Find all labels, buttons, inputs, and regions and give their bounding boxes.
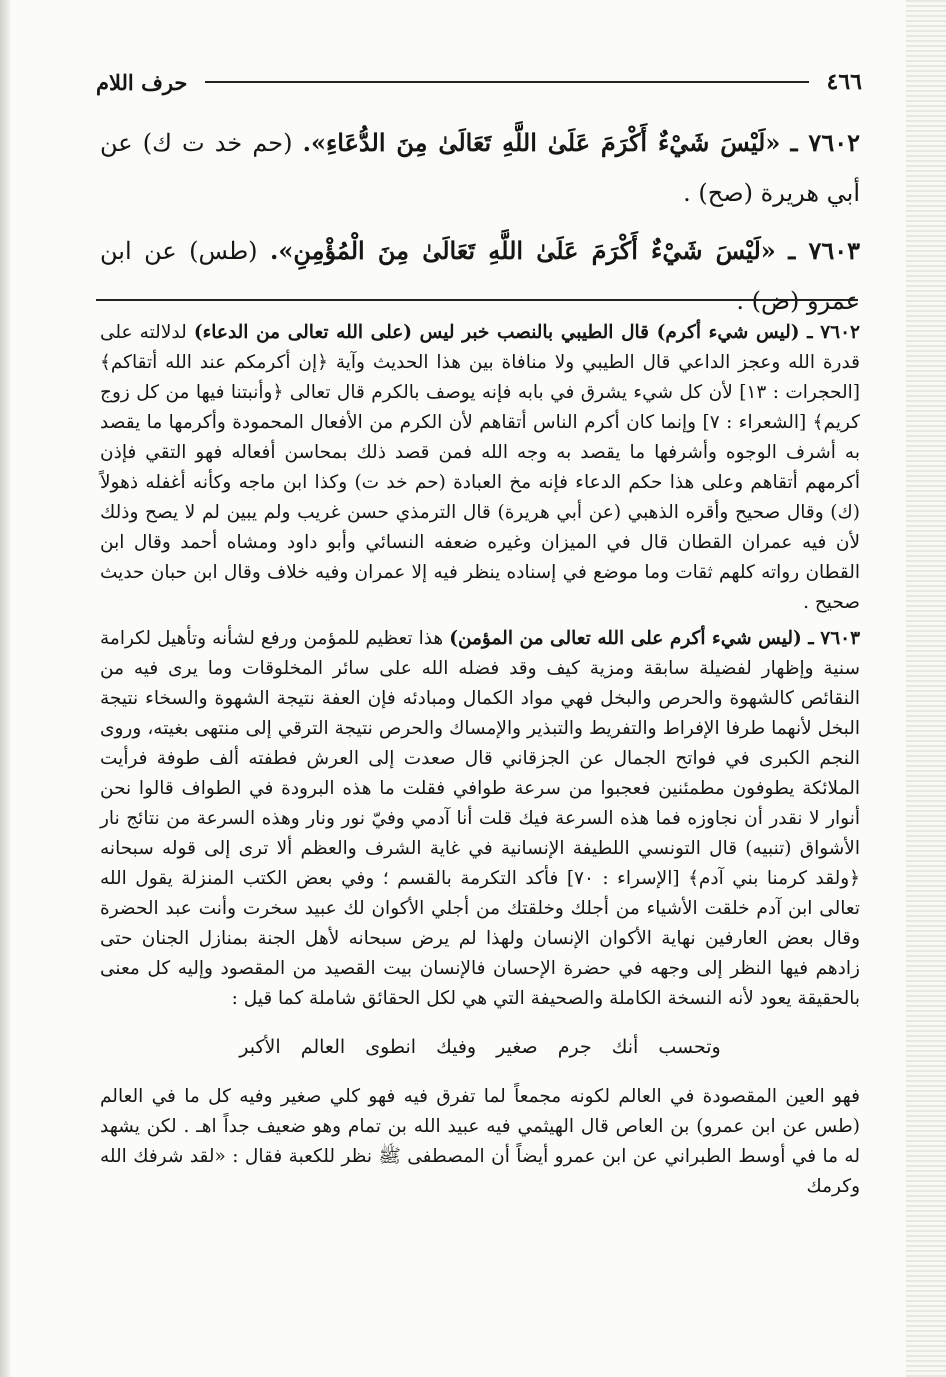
- commentary-section: [100, 318, 860, 1208]
- hadith-text: «لَيْسَ شَيْءٌ أَكْرَمَ عَلَىٰ اللَّهِ تَعَالَىٰ مِنَ الْمُؤْمِنِ».: [269, 236, 776, 265]
- hadith-source: (طس) عن ابن عمرو (ض) .: [100, 237, 860, 315]
- poetry-verse: وتحسب أنك جرم صغير وفيك انطوى العالم الأكبر: [239, 1036, 721, 1058]
- hadith-source: (حم خد ت ك) عن أبي هريرة (صح) .: [100, 129, 860, 207]
- hadith-section: [100, 118, 860, 334]
- commentary-paragraph: [100, 318, 860, 618]
- hadith-entry: [100, 226, 860, 326]
- page-edge-shadow: [0, 0, 10, 1377]
- header-rule: [205, 81, 808, 83]
- page-header: [96, 64, 862, 100]
- page-number: ٤٦٦: [826, 69, 862, 95]
- commentary-lead: ٧٦٠٣ ـ (ليس شيء أكرم على الله تعالى من المؤمن): [449, 628, 861, 649]
- commentary-lead: ٧٦٠٢ ـ (ليس شيء أكرم) قال الطيبي بالنصب خبر ليس (على الله تعالى من الدعاء): [193, 322, 860, 343]
- commentary-paragraph: [100, 624, 860, 1014]
- section-divider: [96, 299, 858, 301]
- page-edge-noise: [906, 0, 946, 1377]
- hadith-entry: [100, 118, 860, 218]
- commentary-body: فهو العين المقصودة في العالم لكونه مجمعاً لما تفرق فيه فهو كلي صغير وفيه كل ما في العالم (طس عن ابن عمرو) بن العاص قال الهيثمي فيه عبيد الله بن تمام وهو ضعيف جداً اهـ . لكن يشهد له ما في أوسط الطبراني عن ابن عمرو أيضاً أن المصطفى ﷺ نظر للكعبة فقال : «لقد شرفك الله وكرمك: [100, 1086, 860, 1197]
- hadith-text: «لَيْسَ شَيْءٌ أَكْرَمَ عَلَىٰ اللَّهِ تَعَالَىٰ مِنَ الدُّعَاءِ».: [302, 128, 781, 157]
- chapter-title: حرف اللام: [96, 69, 188, 95]
- commentary-body: لدلالته على قدرة الله وعجز الداعي قال الطيبي ولا منافاة بين هذا الحديث وآية ﴿إن أكرمكم عند الله أتقاكم﴾ [الحجرات : ١٣] لأن كل شيء يشرق في بابه فإنه يوصف بالكرم قال تعالى ﴿وأنبتنا فيها من كل زوج كريم﴾ [الشعراء : ٧] وإنما كان أكرم الناس أتقاهم لأن الكرم من الأفعال المحمودة وأكرمها ما يقصد به أشرف الوجوه وأشرفها ما يقصد به وجه الله فمن قصد ذلك بمحاسن أفعاله فهو التقي فإذن أكرمهم أتقاهم وعلى هذا حكم الدعاء فإنه مخ العبادة (حم خد ت) وكذا ابن ماجه وكأنه أغفله ذهولاً (ك) وقال صحيح وأقره الذهبي (عن أبي هريرة) قال الترمذي حسن غريب ولم يبين لم لا يصح وذلك لأن فيه عمران القطان قال في الميزان وغيره ضعفه النسائي وأبو داود ومشاه أحمد وقال ابن القطان رواته كلهم ثقات وما موضع في إسناده ينظر فيه إلا عمران وفيه خلاف وقال ابن حبان حديث صحيح .: [100, 322, 860, 613]
- hadith-number: ٧٦٠٢ ـ: [790, 128, 860, 157]
- hadith-number: ٧٦٠٣ ـ: [788, 236, 860, 265]
- commentary-body: هذا تعظيم للمؤمن ورفع لشأنه وتأهيل لكرامة سنية وإظهار لفضيلة سابقة ومزية كيف وقد فضله الله على سائر المخلوقات وما يرى فيه من النقائص كالشهوة والحرص والبخل فهي مواد الكمال ومبادئه فإن العفة نتيجة الشهوة والسخاء نتيجة البخل لأنهما طرفا الإفراط والتفريط والتبذير والإمساك والحرص نتيجة الترقي إلى منتهى بغيته، وروى النجم الكبرى في فواتح الجمال عن الجزقاني قال صعدت إلى العرش فطفته ألف طوفة فرأيت الملائكة يطوفون مطمئنين فعجبوا من سرعة طوافي فقلت ما هذه البرودة في الطواف قالوا نحن أنوار لا نقدر أن نجاوزه فما هذه السرعة فيك قلت أنا آدمي وفيّ نور ونار وهذه السرعة من نتائج نار الأشواق (تنبيه) قال التونسي اللطيفة الإنسانية في غاية الشرف والعظم ألا ترى إلى قوله سبحانه ﴿ولقد كرمنا بني آدم﴾ [الإسراء : ٧٠] فأكد التكرمة بالقسم ؛ وفي بعض الكتب المنزلة يقول الله تعالى ابن آدم خلقت الأشياء من أجلك وخلقتك من أجلي الأكوان لك عبيد سخرت وأنت عبد الحضرة وقال بعض العارفين نهاية الأكوان الإنسان ولهذا لم يرض سبحانه لأهل الجنة بمنازل الجنان حتى زادهم فيها النظر إلى وجهه في حضرة الإحسان فالإنسان بيت القصيد من المقصود وإليه كل معنى بالحقيقة يعود لأنه النسخة الكاملة والصحيفة التي هي لكل الحقائق شاملة كما قيل :: [100, 628, 861, 1009]
- commentary-paragraph: [100, 1082, 860, 1202]
